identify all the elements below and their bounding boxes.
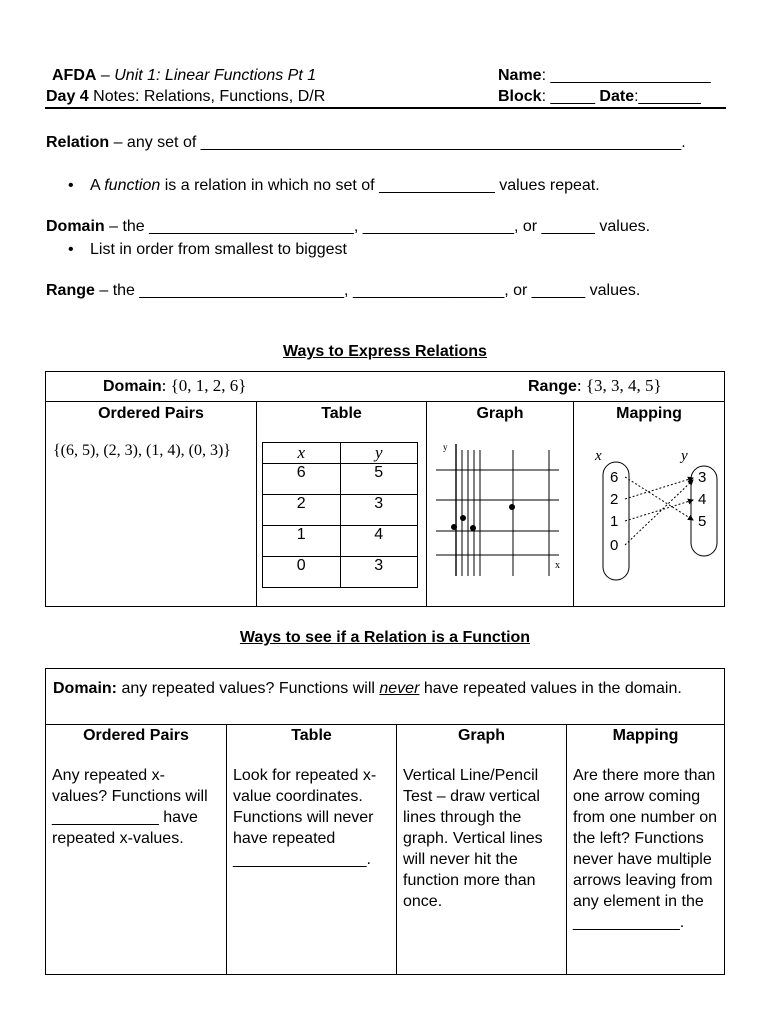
map-domain-value: 6 [610,469,619,486]
table-cell-x: 1 [263,526,341,557]
date-label: Date [599,88,635,105]
col-mapping: Mapping [616,405,682,422]
relation-text: – any set of ______________________________________________________. [109,134,686,151]
mapping-cell [574,402,725,607]
see-col-graph: Graph [457,727,506,744]
domain-range-row [46,372,725,402]
graph-y-label: y [443,442,448,452]
xy-table [262,442,418,588]
relation-definition [46,133,686,153]
point-0-3 [451,524,457,530]
table-test-text: Look for repeated x-value coordinates. Functions will never have repeated _______________. [233,767,377,868]
mapping-test-cell [567,725,725,975]
table-cell-y: 4 [340,526,418,557]
see-title: Ways to see if a Relation is a Function [239,629,531,646]
table-cell-y: 3 [340,557,418,588]
map-domain-value: 1 [610,513,619,530]
notes-title: Notes: Relations, Functions, D/R [88,88,326,105]
range-text: – the _______________________, _________________, or ______ values. [94,282,641,299]
block-date-field [498,87,701,107]
function-bullet [90,176,600,196]
domain-repeat-text [53,678,717,699]
mapping-test-text: Are there more than one arrow coming from one number on the left? Functions never have multiple arrows leaving from any element in the ____________. [573,767,718,931]
course-name: AFDA [52,67,97,84]
ordered-pairs-cell [46,402,257,607]
see-domain-pre: any repeated values? Functions will [117,680,380,697]
function-pre: A [90,177,105,194]
map-domain-value: 0 [610,537,619,554]
map-range-value: 3 [698,469,707,486]
table-row [263,526,418,557]
map-y-label: y [681,448,688,464]
table-test-cell [227,725,397,975]
table-cell [257,402,427,607]
see-col-ordered: Ordered Pairs [83,727,189,744]
relation-term: Relation [46,134,110,151]
mapping-diagram [589,442,724,582]
see-col-mapping: Mapping [612,727,679,744]
point-6-5 [509,504,515,510]
arrow-1-4 [625,500,693,521]
domain-text: – the _______________________, _________________, or ______ values. [104,218,651,235]
name-field [498,66,711,86]
col-graph: Graph [476,405,524,422]
relation-graph [431,440,571,580]
header-course-line [52,66,316,86]
graph-test-cell [397,725,567,975]
map-range-value: 5 [698,513,707,530]
point-1-4 [460,515,466,521]
see-col-table: Table [291,727,332,744]
ordered-test-text: Any repeated x-values? Functions will ____________ have repeated x-values. [52,767,208,847]
express-range-value: : {3, 3, 4, 5} [576,376,662,395]
header-day-line [46,87,325,107]
express-range-label: Range [528,378,577,395]
graph-x-label: x [555,560,560,571]
domain-term: Domain [46,218,105,235]
see-domain-never: never [379,680,420,697]
col-ordered-pairs: Ordered Pairs [98,405,204,422]
ordered-pairs-value: {(6, 5), (2, 3), (1, 4), (0, 3)} [53,442,231,459]
ordered-test-cell [46,725,227,975]
map-domain-value: 2 [610,491,619,508]
unit-title: Unit 1: Linear Functions Pt 1 [114,67,317,84]
block-blank: : _____ [541,88,600,105]
express-title: Ways to Express Relations [283,343,487,360]
domain-definition [46,217,650,237]
table-x-header: x [297,443,306,462]
table-cell-x: 6 [263,464,341,495]
table-cell-y: 3 [340,495,418,526]
map-range-value: 4 [698,491,707,508]
see-domain-label: Domain: [53,680,117,697]
domain-bullet: • List in order from smallest to biggest [90,240,347,260]
name-blank: : __________________ [541,67,711,84]
day-label: Day 4 [46,88,89,105]
table-row [263,464,418,495]
table-y-header: y [374,443,383,462]
arrow-2-3 [625,478,693,499]
dash: – [96,67,115,84]
table-cell-x: 0 [263,557,341,588]
range-term: Range [46,282,95,299]
name-label: Name [498,67,542,84]
function-term: function [104,177,161,194]
arrow-6-5 [625,477,693,520]
express-domain-label: Domain [103,378,162,395]
domain-repeat-row [46,669,725,725]
block-label: Block [498,88,542,105]
arrow-0-3 [625,480,693,545]
express-domain-value: : {0, 1, 2, 6} [161,376,247,395]
graph-cell [427,402,574,607]
header-divider [45,107,726,109]
express-table [45,371,725,607]
range-definition [46,281,640,301]
function-test-table [45,668,725,975]
function-post: is a relation in which no set of _____________ values repeat. [160,177,600,194]
express-domain [103,376,246,396]
table-cell-x: 2 [263,495,341,526]
point-2-3 [470,525,476,531]
col-table: Table [321,405,362,422]
see-domain-post: have repeated values in the domain. [419,680,682,697]
table-cell-y: 5 [340,464,418,495]
table-row [263,557,418,588]
graph-test-text: Vertical Line/Pencil Test – draw vertical lines through the graph. Vertical lines will never hit the function more than once. [403,767,543,910]
express-range [528,376,662,396]
map-x-label: x [595,448,602,464]
table-row [263,495,418,526]
date-blank: :_______ [634,88,701,105]
